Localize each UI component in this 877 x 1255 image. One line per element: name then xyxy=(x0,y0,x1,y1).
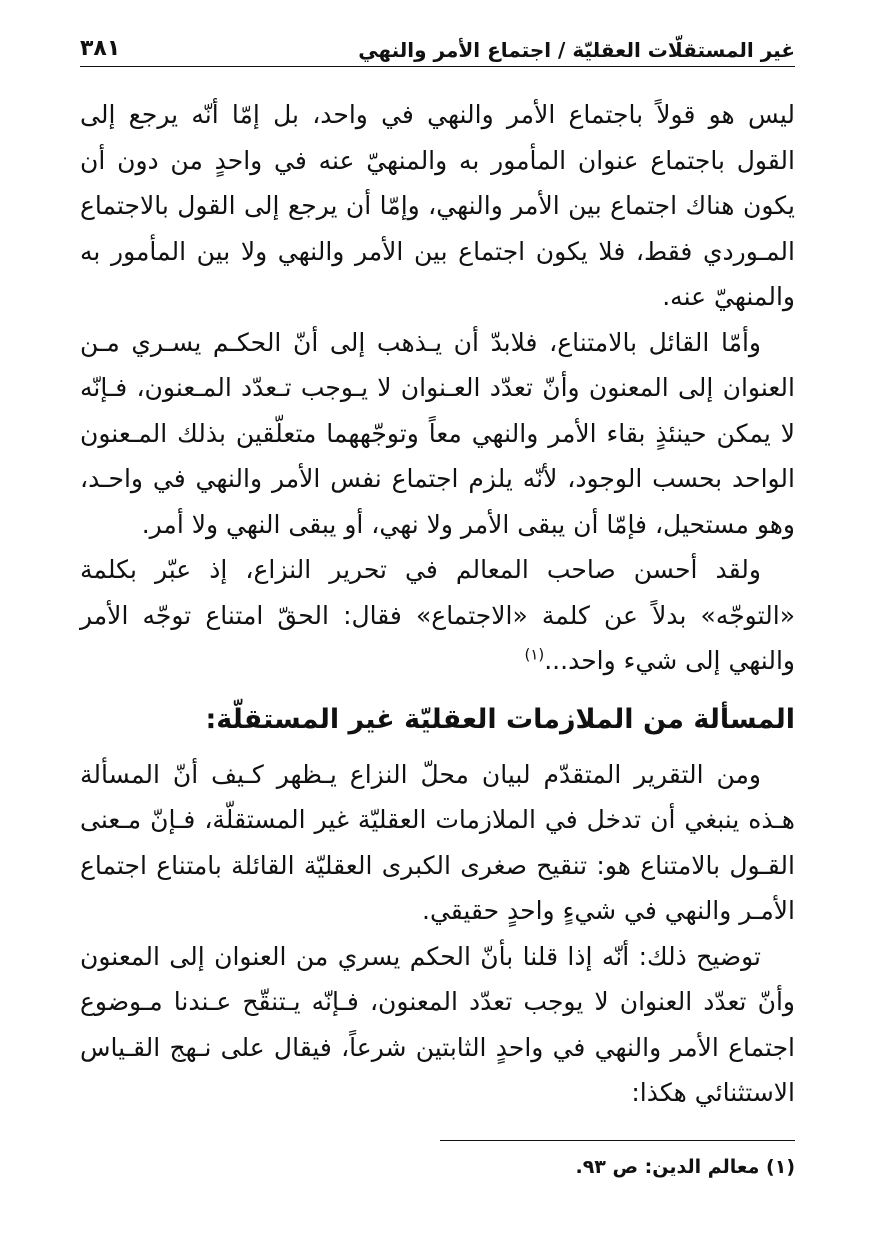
footnote: (١) معالم الدين: ص ٩٣. xyxy=(575,1156,795,1178)
paragraph-5: توضيح ذلك: أنّه إذا قلنا بأنّ الحكم يسري من العنوان إلى المعنون وأنّ تعدّد العنوان لا يوجب تعدّد المعنون، فـإنّه يـتنقّح عـندنا مـوضوع اجتماع الأمر والنهي في واحدٍ الثابتين شرعاً، فيقال على نـهج القـياس الاستثنائي هكذا: xyxy=(80,941,795,1107)
section-heading: المسألة من الملازمات العقليّة غير المستقلّة: xyxy=(205,703,795,735)
paragraph-2: وأمّا القائل بالامتناع، فلابدّ أن يـذهب إلى أنّ الحكـم يسـري مـن العنوان إلى المعنون وأنّ تعدّد العـنوان لا يـوجب تـعدّد المـعنون، فـإنّه لا يمكن حينئذٍ بقاء الأمر والنهي معاً وتوجّههما متعلّقين بذلك المـعنون الواحد بحسب الوجود، لأنّه يلزم اجتماع نفس الأمر والنهي في واحـد، وهو مستحيل، فإمّا أن يبقى الأمر ولا نهي، أو يبقى النهي ولا أمر. xyxy=(80,327,795,539)
header-title: غير المستقلّات العقليّة / اجتماع الأمر والنهي xyxy=(358,38,795,62)
paragraph-3-text: ولقد أحسن صاحب المعالم في تحرير النزاع، إذ عبّر بكلمة «التوجّه» بدلاً عن كلمة «الاجتماع» فقال: الحقّ امتناع توجّه الأمر والنهي إلى شيء واحد... xyxy=(80,555,795,675)
paragraph-1: ليس هو قولاً باجتماع الأمر والنهي في واحد، بل إمّا أنّه يرجع إلى القول باجتماع عنوان المأمور به والمنهيّ عنه في واحدٍ من دون أن يكون هناك اجتماع بين الأمر والنهي، وإمّا أن يرجع إلى القول بالاجتماع المـوردي فقط، فلا يكون اجتماع بين الأمر والنهي ولا بين المأمور به والمنهيّ عنه. xyxy=(80,100,795,311)
running-header xyxy=(80,36,795,67)
main-text xyxy=(80,92,795,1116)
page-number: ٣٨١ xyxy=(80,36,121,61)
paragraph-4: ومن التقرير المتقدّم لبيان محلّ النزاع يـظهر كـيف أنّ المسألة هـذه ينبغي أن تدخل في الملازمات العقليّة غير المستقلّة، فـإنّ مـعنى القـول بالامتناع هو: تنقيح صغرى الكبرى العقليّة القائلة بامتناع اجتماع الأمـر والنهي في شيءٍ واحدٍ حقيقي. xyxy=(80,759,795,925)
footnote-reference: (١) xyxy=(524,645,545,664)
paragraph-3 xyxy=(80,547,795,684)
footnote-separator xyxy=(440,1140,795,1141)
